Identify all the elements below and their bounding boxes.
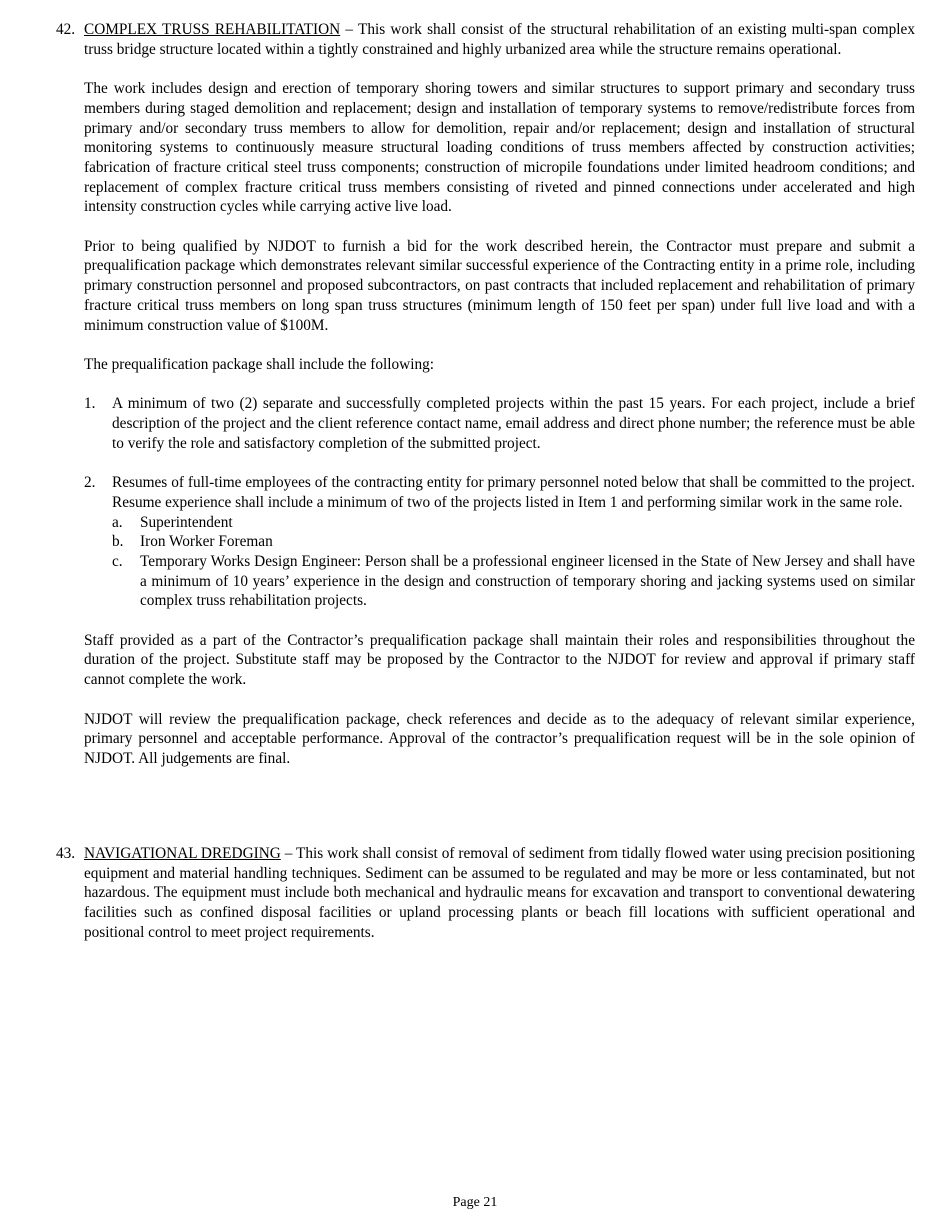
- paragraph: NJDOT will review the prequalification package, check references and decide as to the adequacy of relevant similar experience, primary personnel and acceptable performance. Approval of the contractor’s prequalification request will be in the sole opinion of NJDOT. All judgements are final.: [84, 710, 915, 767]
- section-42: [56, 20, 915, 769]
- intro-text: This work shall consist of removal of sediment from tidally flowed water using precision positioning equipment and material handling techniques. Sediment can be assumed to be regulated and may be more or less contaminated, but not hazardous. The equipment must include both mechanical and hydraulic means for excavation and transport to conventional dewatering facilities such as confined disposal facilities or upland processing plants or beach fill locations with sufficient operational and positional control to meet project requirements.: [84, 845, 915, 941]
- section-number: 42.: [56, 21, 76, 38]
- section-intro: [84, 844, 915, 943]
- sub-item-a: [112, 513, 915, 533]
- paragraph: Prior to being qualified by NJDOT to furnish a bid for the work described herein, the Contractor must prepare and submit a prequalification package which demonstrates relevant similar successful experience of the Contracting entity in a prime role, including primary construction personnel and proposed subcontractors, on past contracts that included replacement and rehabilitation of primary fracture critical truss members on long span truss structures (minimum length of 150 feet per span) under full live load and with a minimum construction value of $100M.: [84, 237, 915, 334]
- section-content: [84, 20, 915, 769]
- section-heading: NAVIGATIONAL DREDGING: [84, 845, 281, 862]
- sub-item-letter: a.: [112, 513, 123, 531]
- section-content: [84, 844, 915, 943]
- sub-item-c: [112, 552, 915, 611]
- section-intro: [84, 20, 915, 59]
- sub-item-letter: c.: [112, 552, 123, 570]
- list-item-1: [84, 394, 915, 453]
- list-number: 1.: [84, 395, 96, 413]
- list-item-text: A minimum of two (2) separate and successfully completed projects within the past 15 years. For each project, include a brief description of the project and the client reference contact name, email address and direct phone number; the reference must be able to verify the role and satisfactory completion of the submitted project.: [112, 395, 915, 452]
- section-number: 43.: [56, 845, 76, 862]
- sub-item-letter: b.: [112, 533, 124, 551]
- page-number: Page 21: [452, 1195, 498, 1210]
- paragraph: The prequalification package shall include the following:: [84, 355, 435, 373]
- paragraph: Staff provided as a part of the Contractor’s prequalification package shall maintain their roles and responsibilities throughout the duration of the project. Substitute staff may be proposed by the Contractor to the NJDOT for review and approval if primary staff cannot complete the work.: [84, 631, 915, 689]
- sub-item-text: Temporary Works Design Engineer: Person shall be a professional engineer licensed in the State of New Jersey and shall have a minimum of 10 years’ experience in the design and construction of temporary shoring and jacking systems used on similar complex truss rehabilitation projects.: [140, 552, 915, 610]
- sub-item-b: [112, 532, 915, 552]
- sub-item-text: Superintendent: [140, 513, 233, 531]
- heading-dash: –: [280, 845, 297, 862]
- list-number: 2.: [84, 474, 96, 492]
- heading-dash: –: [340, 21, 359, 38]
- section-43: [56, 844, 915, 943]
- list-item-2: [84, 473, 915, 611]
- paragraph: The work includes design and erection of temporary shoring towers and similar structures to support primary and secondary truss members during staged demolition and replacement; design and installation of temporary systems to remove/redistribute forces from primary and/or secondary truss members to allow for demolition, repair and/or replacement; design and installation of structural monitoring systems to continuously measure structural loading conditions of truss members affected by construction activities; fabrication of fracture critical steel truss components; construction of micropile foundations under limited headroom conditions; and replacement of complex fracture critical truss members consisting of riveted and pinned connections under accelerated and high intensity construction cycles while carrying active live load.: [84, 80, 915, 216]
- intro-text: This work shall consist of the structural rehabilitation of an existing multi-span complex truss bridge structure located within a tightly constrained and highly urbanized area while the structure remains operational.: [84, 21, 915, 58]
- sub-item-text: Iron Worker Foreman: [140, 533, 273, 551]
- list-item-text: Resumes of full-time employees of the contracting entity for primary personnel noted below that shall be committed to the project. Resume experience shall include a minimum of two of the projects listed in Item 1 and performing similar work in the same role.: [112, 474, 915, 511]
- section-heading: COMPLEX TRUSS REHABILITATION: [84, 21, 341, 38]
